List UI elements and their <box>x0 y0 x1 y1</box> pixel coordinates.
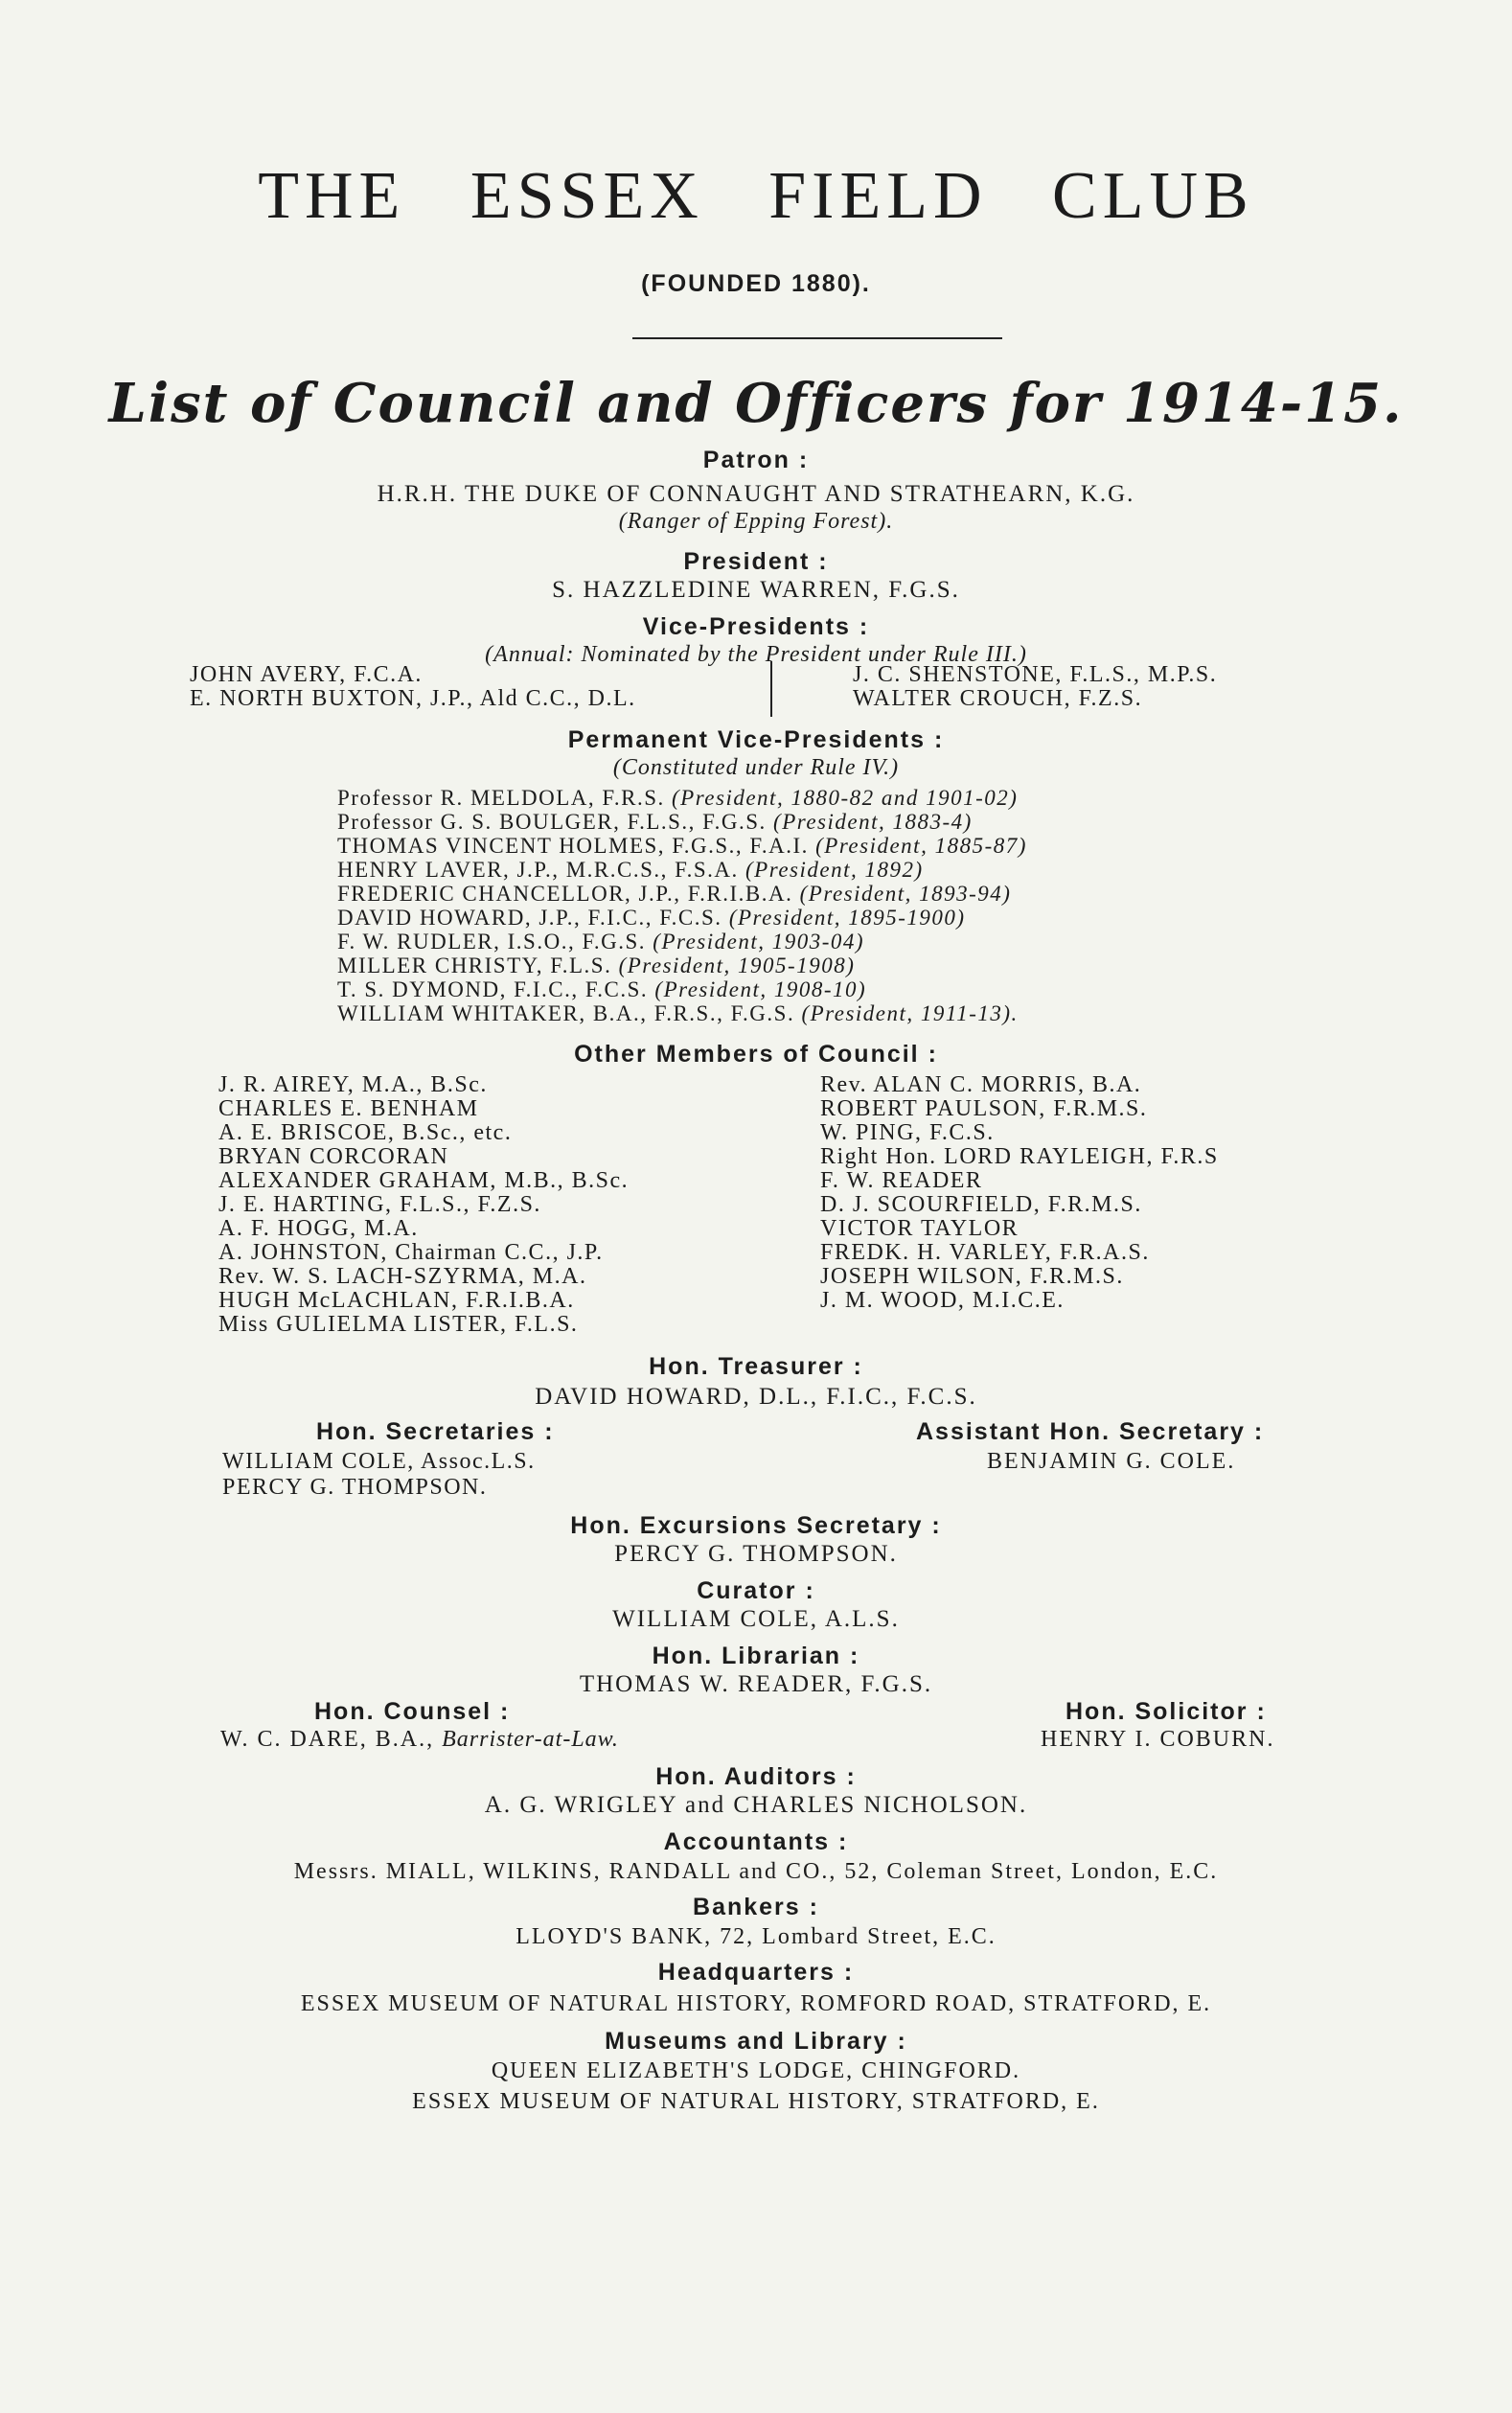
librarian-name: THOMAS W. READER, F.G.S. <box>579 1671 933 1697</box>
secretaries-heading: Hon. Secretaries : <box>316 1418 555 1445</box>
vice-presidents-divider <box>770 661 772 717</box>
excursions-secretary-heading: Hon. Excursions Secretary : <box>570 1512 942 1539</box>
council-member: VICTOR TAYLOR <box>820 1216 1019 1241</box>
council-member: Right Hon. LORD RAYLEIGH, F.R.S <box>820 1144 1219 1169</box>
council-member: FREDK. H. VARLEY, F.R.A.S. <box>820 1240 1150 1265</box>
solicitor-name: HENRY I. COBURN. <box>1041 1727 1275 1752</box>
permanent-vp-heading: Permanent Vice-Presidents : <box>567 726 945 753</box>
permanent-vp-list <box>337 786 1027 1025</box>
secretaries-names <box>222 1449 536 1501</box>
permanent-vp-entry: HENRY LAVER, J.P., M.R.C.S., F.S.A. (President, 1892) <box>337 858 924 882</box>
auditors-names: A. G. WRIGLEY and CHARLES NICHOLSON. <box>484 1792 1028 1818</box>
permanent-vp-entry: Professor G. S. BOULGER, F.L.S., F.G.S. (President, 1883-4) <box>337 810 973 834</box>
vice-president-name: WALTER CROUCH, F.Z.S. <box>853 686 1143 711</box>
council-member: Rev. W. S. LACH-SZYRMA, M.A. <box>218 1264 587 1289</box>
vice-presidents-left <box>190 663 636 711</box>
bankers-name: LLOYD'S BANK, 72, Lombard Street, E.C. <box>515 1924 997 1949</box>
council-member: J. R. AIREY, M.A., B.Sc. <box>218 1072 488 1097</box>
headquarters-heading: Headquarters : <box>657 1959 855 1986</box>
vice-president-name: J. C. SHENSTONE, F.L.S., M.P.S. <box>853 662 1218 687</box>
secretary-name: PERCY G. THOMPSON. <box>222 1475 488 1500</box>
council-member: JOSEPH WILSON, F.R.M.S. <box>820 1264 1124 1289</box>
museums-line: ESSEX MUSEUM OF NATURAL HISTORY, STRATFORD, E. <box>412 2089 1100 2114</box>
council-member: J. M. WOOD, M.I.C.E. <box>820 1288 1065 1313</box>
treasurer-name: DAVID HOWARD, D.L., F.I.C., F.C.S. <box>535 1384 977 1410</box>
headquarters-name: ESSEX MUSEUM OF NATURAL HISTORY, ROMFORD ROAD, STRATFORD, E. <box>300 1991 1212 2016</box>
vice-presidents-heading: Vice-Presidents : <box>642 613 870 640</box>
counsel-heading: Hon. Counsel : <box>314 1698 511 1725</box>
council-member: BRYAN CORCORAN <box>218 1144 449 1169</box>
council-member: ALEXANDER GRAHAM, M.B., B.Sc. <box>218 1168 630 1193</box>
excursions-secretary-name: PERCY G. THOMPSON. <box>614 1541 898 1567</box>
curator-name: WILLIAM COLE, A.L.S. <box>612 1606 900 1632</box>
council-member: HUGH McLACHLAN, F.R.I.B.A. <box>218 1288 575 1313</box>
permanent-vp-entry: FREDERIC CHANCELLOR, J.P., F.R.I.B.A. (President, 1893-94) <box>337 882 1012 906</box>
accountants-heading: Accountants : <box>663 1828 849 1855</box>
vice-president-name: JOHN AVERY, F.C.A. <box>190 662 423 687</box>
council-member: A. F. HOGG, M.A. <box>218 1216 419 1241</box>
curator-heading: Curator : <box>697 1577 815 1604</box>
permanent-vp-entry: THOMAS VINCENT HOLMES, F.G.S., F.A.I. (President, 1885-87) <box>337 834 1027 858</box>
permanent-vp-entry: WILLIAM WHITAKER, B.A., F.R.S., F.G.S. (President, 1911-13). <box>337 1001 1019 1025</box>
president-heading: President : <box>683 548 829 575</box>
assistant-secretary-name: BENJAMIN G. COLE. <box>987 1449 1236 1474</box>
bankers-heading: Bankers : <box>693 1894 819 1920</box>
permanent-vp-note: (Constituted under Rule IV.) <box>612 755 900 780</box>
club-title: THE ESSEX FIELD CLUB <box>258 159 1254 233</box>
council-left-column <box>218 1073 629 1337</box>
president-name: S. HAZZLEDINE WARREN, F.G.S. <box>552 577 960 603</box>
council-member: F. W. READER <box>820 1168 983 1193</box>
vice-president-name: E. NORTH BUXTON, J.P., Ald C.C., D.L. <box>190 686 636 711</box>
council-member: A. E. BRISCOE, B.Sc., etc. <box>218 1120 513 1145</box>
secretary-name: WILLIAM COLE, Assoc.L.S. <box>222 1449 536 1474</box>
founded-line: (FOUNDED 1880). <box>641 270 871 297</box>
museums-heading: Museums and Library : <box>605 2028 907 2055</box>
auditors-heading: Hon. Auditors : <box>655 1763 857 1790</box>
counsel-name-text: W. C. DARE, B.A., <box>220 1727 435 1752</box>
council-member: W. PING, F.C.S. <box>820 1120 995 1145</box>
council-member: ROBERT PAULSON, F.R.M.S. <box>820 1096 1148 1121</box>
permanent-vp-entry: F. W. RUDLER, I.S.O., F.G.S. (President, 1903-04) <box>337 930 865 954</box>
council-member: CHARLES E. BENHAM <box>218 1096 479 1121</box>
solicitor-heading: Hon. Solicitor : <box>1065 1698 1267 1725</box>
permanent-vp-entry: Professor R. MELDOLA, F.R.S. (President, 1880-82 and 1901-02) <box>337 786 1019 810</box>
council-member: J. E. HARTING, F.L.S., F.Z.S. <box>218 1192 541 1217</box>
patron-heading: Patron : <box>702 447 810 473</box>
treasurer-heading: Hon. Treasurer : <box>649 1353 863 1380</box>
permanent-vp-entry: T. S. DYMOND, F.I.C., F.C.S. (President, 1908-10) <box>337 977 867 1001</box>
vice-presidents-right <box>853 663 1217 711</box>
list-subtitle: List of Council and Officers for 1914-15. <box>108 372 1404 435</box>
assistant-secretary-heading: Assistant Hon. Secretary : <box>916 1418 1265 1445</box>
title-divider <box>632 337 1002 339</box>
council-heading: Other Members of Council : <box>574 1041 938 1068</box>
council-member: D. J. SCOURFIELD, F.R.M.S. <box>820 1192 1142 1217</box>
permanent-vp-entry: MILLER CHRISTY, F.L.S. (President, 1905-1908) <box>337 954 856 977</box>
patron-name: H.R.H. THE DUKE OF CONNAUGHT AND STRATHEARN, K.G. <box>377 481 1135 507</box>
librarian-heading: Hon. Librarian : <box>652 1643 860 1669</box>
counsel-role: Barrister-at-Law. <box>442 1727 619 1752</box>
council-member: Miss GULIELMA LISTER, F.L.S. <box>218 1312 579 1337</box>
museums-line: QUEEN ELIZABETH'S LODGE, CHINGFORD. <box>491 2058 1021 2083</box>
accountants-name: Messrs. MIALL, WILKINS, RANDALL and CO., 52, Coleman Street, London, E.C. <box>293 1859 1219 1884</box>
patron-note: (Ranger of Epping Forest). <box>618 509 894 534</box>
counsel-name <box>220 1727 619 1753</box>
council-member: A. JOHNSTON, Chairman C.C., J.P. <box>218 1240 604 1265</box>
permanent-vp-entry: DAVID HOWARD, J.P., F.I.C., F.C.S. (President, 1895-1900) <box>337 906 966 930</box>
vice-presidents-note: (Annual: Nominated by the President under Rule III.) <box>485 642 1027 667</box>
council-right-column <box>820 1073 1219 1313</box>
council-member: Rev. ALAN C. MORRIS, B.A. <box>820 1072 1142 1097</box>
